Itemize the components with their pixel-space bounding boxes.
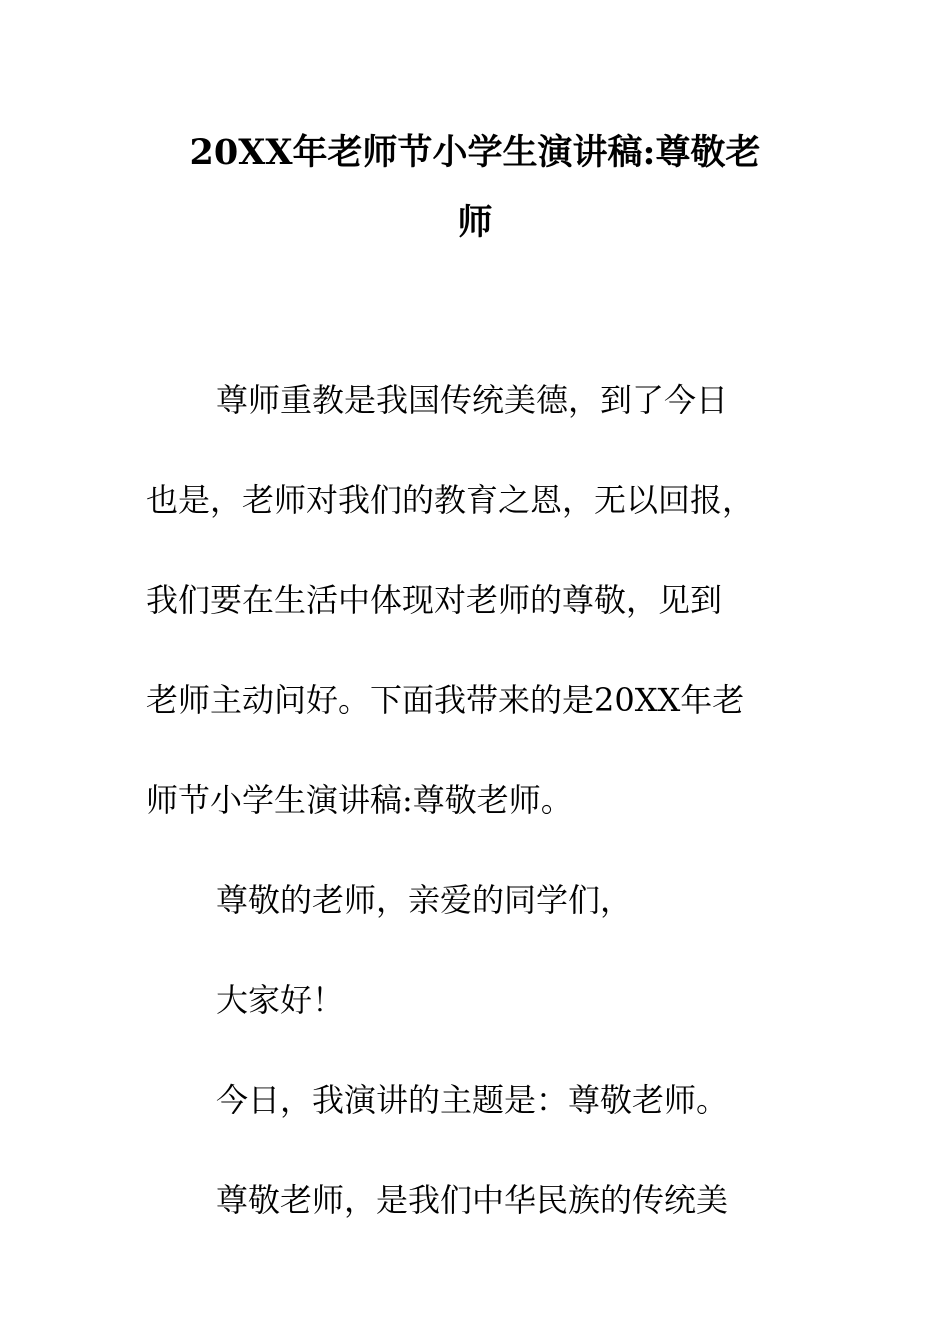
document-title (140, 118, 810, 258)
topic-line: 今日，我演讲的主题是：尊敬老师。 (216, 1081, 729, 1119)
body-line-5: 师节小学生演讲稿:尊敬老师。 (146, 781, 573, 819)
body-line-9: 尊敬老师，是我们中华民族的传统美 (216, 1181, 729, 1219)
title-line-2: 师 (457, 202, 493, 243)
body-line-2: 也是，老师对我们的教育之恩，无以回报， (146, 481, 755, 519)
greeting-line: 大家好！ (216, 981, 345, 1019)
title-line-1: 20XX年老师节小学生演讲稿:尊敬老 (189, 132, 761, 173)
body-line-4: 老师主动问好。下面我带来的是20XX年老 (146, 681, 745, 719)
body-line-1: 尊师重教是我国传统美德，到了今日 (216, 381, 729, 419)
body-line-3: 我们要在生活中体现对老师的尊敬，见到 (146, 581, 723, 619)
salutation-line: 尊敬的老师，亲爱的同学们， (216, 881, 633, 919)
